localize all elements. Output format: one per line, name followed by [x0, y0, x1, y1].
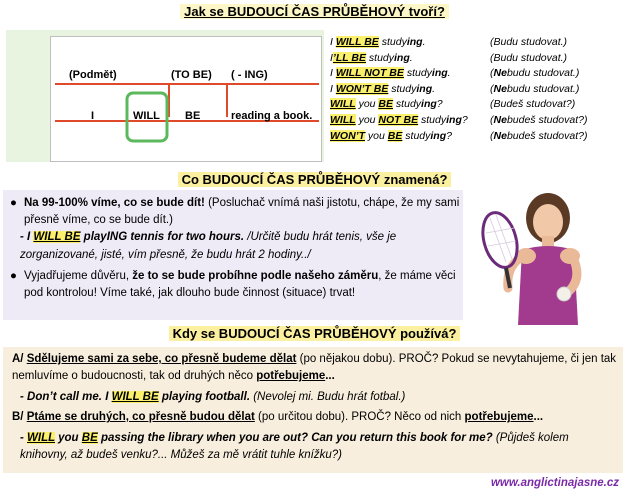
diagram-word-rest: reading a book. — [231, 110, 313, 122]
example-row: WILL you BE studying? (Budeš studovat?) — [330, 98, 576, 111]
tennis-player-photo — [464, 188, 626, 325]
bullet-icon: ● — [10, 197, 17, 209]
example-row: WON’T you BE studying? (Nebudeš studovat?) — [330, 129, 588, 142]
meaning-text — [10, 195, 462, 302]
diagram-word-i: I — [91, 110, 95, 122]
diagram-lines — [51, 37, 323, 163]
example-row: I WON’T BE studying. (Nebudu studovat.) — [330, 82, 580, 95]
usage-example-a: - Don’t call me. I WILL BE playing football. (Nevolej mi. Budu hrát fotbal.) — [20, 390, 406, 403]
example-row: I WILL NOT BE studying. (Nebudu studovat.) — [330, 67, 580, 80]
meaning-bullet-2: ● Vyjadřujeme důvěru, že to se bude probíhne podle našeho záměru, že máme věci pod kontrolou! Víme také, jak dlouho bude činnost (situace) trvat! — [10, 268, 462, 302]
structure-diagram — [50, 36, 322, 162]
footer-website-link[interactable]: www.anglictinajasne.cz — [490, 477, 619, 489]
usage-example-b: - WILL you BE passing the library when you are out? Can you return this book for me? (Půjdeš kolem knihovny, až budeš venku?... Můžeš za mě vrátit tuhle knížku?) — [20, 431, 569, 462]
example-row: I’LL BE studying. (Budu studovat.) — [330, 51, 568, 64]
section1-heading: Jak se BUDOUCÍ ČAS PRŮBĚHOVÝ tvoří? — [0, 3, 629, 21]
diagram-tobe-label: (TO BE) — [171, 69, 212, 81]
example-list — [330, 35, 622, 144]
diagram-panel — [6, 30, 324, 162]
section2-heading: Co BUDOUCÍ ČAS PRŮBĚHOVÝ znamená? — [0, 171, 629, 189]
example-row: WILL you NOT BE studying? (Nebudeš studovat?) — [330, 113, 588, 126]
diagram-subject-label: (Podmět) — [69, 69, 117, 81]
section3-heading: Kdy se BUDOUCÍ ČAS PRŮBĚHOVÝ používá? — [0, 325, 629, 343]
meaning-bullet-1: ● Na 99-100% víme, co se bude dít! (Posluchač vnímá naši jistotu, chápe, že my sami přesně víme, co se bude dít.) — [10, 195, 462, 229]
meaning-example: - I WILL BE playING tennis for two hours. /Určitě budu hrát tenis, vše je zorganizované, jisté, vím přesně, že budu hrát 2 hodiny../ — [20, 231, 397, 261]
example-row: I WILL BE studying. (Budu studovat.) — [330, 36, 568, 48]
diagram-word-be: BE — [185, 110, 201, 122]
diagram-word-will: WILL — [133, 110, 160, 122]
usage-text — [12, 351, 618, 464]
usage-point-b: B/ Ptáme se druhých, co přesně budou dělat (po určitou dobu). PROČ? Něco od nich potřebujeme... — [12, 411, 544, 424]
bullet-icon: ● — [10, 269, 17, 282]
usage-point-a: A/ Sdělujeme sami za sebe, co přesně budeme dělat (po nějakou dobu). PROČ? Pokud se nevytahujeme, či jen tak nemluvíme o budoucnosti, tak od druhých něco potřebujeme... — [12, 353, 617, 383]
diagram-ing-label: ( - ING) — [231, 69, 268, 81]
